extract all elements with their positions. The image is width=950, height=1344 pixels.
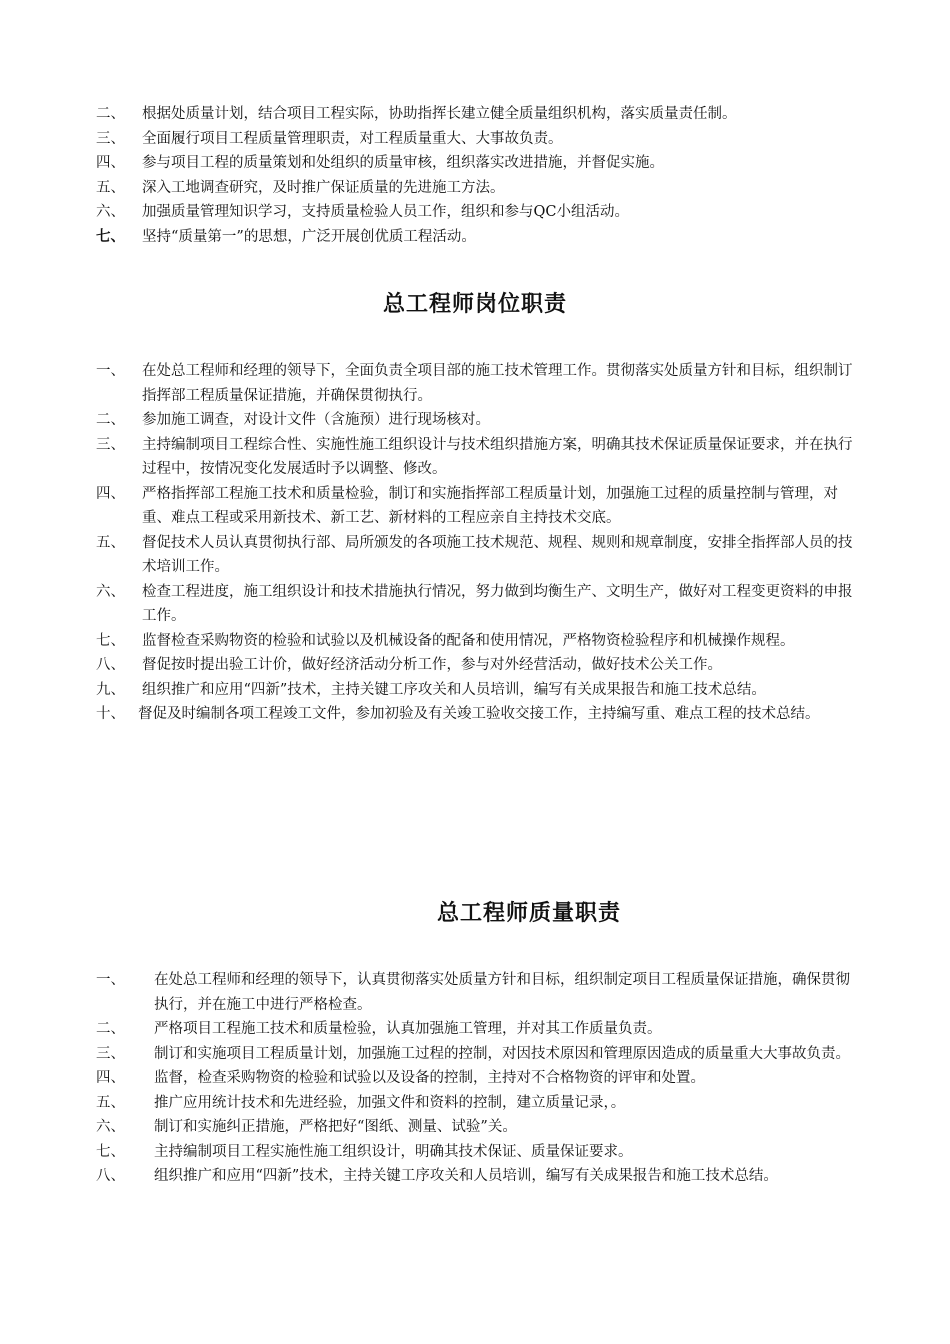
list-item bbox=[0, 433, 950, 482]
item-number: 七、 bbox=[96, 1143, 125, 1160]
item-number: 八、 bbox=[96, 657, 125, 673]
list-item bbox=[0, 225, 950, 250]
item-text: 坚持“质量第一”的思想，广泛开展创优质工程活动。 bbox=[142, 228, 476, 245]
item-number: 九、 bbox=[96, 681, 125, 698]
item-text: 参与项目工程的质量策划和处组织的质量审核，组织落实改进措施，并督促实施。 bbox=[142, 155, 664, 171]
item-number: 七、 bbox=[96, 632, 125, 649]
list-item bbox=[0, 482, 950, 531]
item-number: 二、 bbox=[96, 412, 125, 428]
item-number: 三、 bbox=[96, 1045, 125, 1062]
item-number: 五、 bbox=[96, 179, 125, 196]
responsibility-list-1 bbox=[0, 102, 950, 249]
item-text: 严格项目工程施工技术和质量检验，认真加强施工管理，并对其工作质量负责。 bbox=[154, 1021, 662, 1037]
item-text: 在处总工程师和经理的领导下，认真贯彻落实处质量方针和目标，组织制定项目工程质量保证措施，确保贯彻执行，并在施工中进行严格检查。 bbox=[154, 972, 850, 1013]
item-text: 组织推广和应用“四新”技术，主持关键工序攻关和人员培训，编写有关成果报告和施工技术总结。 bbox=[142, 681, 766, 698]
item-text: 深入工地调查研究，及时推广保证质量的先进施工方法。 bbox=[142, 179, 505, 196]
item-text: 严格指挥部工程施工技术和质量检验，制订和实施指挥部工程质量计划，加强施工过程的质量控制与管理，对重、难点工程或采用新技术、新工艺、新材料的工程应亲自主持技术交底。 bbox=[142, 485, 838, 526]
list-item bbox=[0, 531, 950, 580]
list-item bbox=[0, 200, 950, 225]
item-number: 三、 bbox=[96, 130, 125, 147]
list-item bbox=[0, 968, 950, 1017]
list-item bbox=[0, 580, 950, 629]
item-number: 八、 bbox=[96, 1168, 125, 1184]
list-item bbox=[0, 653, 950, 678]
list-item bbox=[0, 176, 950, 201]
item-number: 七、 bbox=[96, 227, 125, 245]
item-number: 四、 bbox=[96, 1070, 125, 1086]
item-text: 加强质量管理知识学习，支持质量检验人员工作，组织和参与QC小组活动。 bbox=[142, 204, 629, 220]
item-text: 监督检查采购物资的检验和试验以及机械设备的配备和使用情况，严格物资检验程序和机械操作规程。 bbox=[142, 632, 795, 649]
item-number: 六、 bbox=[96, 1119, 125, 1135]
item-number: 五、 bbox=[96, 534, 125, 551]
item-text: 督促技术人员认真贯彻执行部、局所颁发的各项施工技术规范、规程、规则和规章制度，安排全指挥部人员的技术培训工作。 bbox=[142, 534, 853, 575]
list-item bbox=[0, 1066, 950, 1091]
item-number: 二、 bbox=[96, 106, 125, 122]
list-item bbox=[0, 151, 950, 176]
list-item bbox=[0, 359, 950, 408]
responsibility-list-2 bbox=[0, 359, 950, 727]
item-number: 四、 bbox=[96, 485, 125, 502]
item-text: 全面履行项目工程质量管理职责，对工程质量重大、大事故负责。 bbox=[142, 130, 563, 147]
item-text: 制订和实施项目工程质量计划，加强施工过程的控制，对因技术原因和管理原因造成的质量重大大事故负责。 bbox=[154, 1045, 850, 1062]
item-text: 推广应用统计技术和先进经验，加强文件和资料的控制，建立质量记录，。 bbox=[154, 1094, 626, 1111]
list-item bbox=[0, 1042, 950, 1067]
item-text: 在处总工程师和经理的领导下，全面负责全项目部的施工技术管理工作。贯彻落实处质量方针和目标，组织制订指挥部工程质量保证措施，并确保贯彻执行。 bbox=[142, 363, 853, 404]
list-item bbox=[0, 408, 950, 433]
item-text: 根据处质量计划，结合项目工程实际，协助指挥长建立健全质量组织机构，落实质量责任制。 bbox=[142, 106, 737, 122]
item-number: 一、 bbox=[96, 972, 125, 988]
item-number: 六、 bbox=[96, 204, 125, 220]
item-text: 督促及时编制各项工程竣工文件，参加初验及有关竣工验收交接工作，主持编写重、难点工程的技术总结。 bbox=[138, 706, 820, 722]
item-number: 六、 bbox=[96, 583, 125, 600]
item-number: 三、 bbox=[96, 436, 125, 453]
list-item bbox=[0, 1115, 950, 1140]
item-text: 制订和实施纠正措施，严格把好“图纸、测量、试验”关。 bbox=[154, 1119, 517, 1135]
responsibility-list-3 bbox=[0, 968, 950, 1189]
item-text: 参加施工调查，对设计文件（含施预）进行现场核对。 bbox=[142, 412, 490, 428]
item-number: 五、 bbox=[96, 1094, 125, 1111]
item-text: 主持编制项目工程实施性施工组织设计，明确其技术保证、质量保证要求。 bbox=[154, 1143, 633, 1160]
list-item bbox=[0, 629, 950, 654]
item-text: 主持编制项目工程综合性、实施性施工组织设计与技术组织措施方案，明确其技术保证质量保证要求，并在执行过程中，按情况变化发展适时予以调整、修改。 bbox=[142, 436, 853, 477]
item-text: 督促按时提出验工计价，做好经济活动分析工作，参与对外经营活动，做好技术公关工作。 bbox=[142, 657, 722, 673]
section-title-quality-duties: 总工程师质量职责 bbox=[436, 901, 621, 926]
list-item bbox=[0, 678, 950, 703]
item-text: 监督，检查采购物资的检验和试验以及设备的控制，主持对不合格物资的评审和处置。 bbox=[154, 1070, 705, 1086]
list-item bbox=[0, 1140, 950, 1165]
list-item bbox=[0, 1017, 950, 1042]
list-item bbox=[0, 1091, 950, 1116]
list-item bbox=[0, 127, 950, 152]
item-number: 十、 bbox=[96, 706, 125, 722]
item-number: 二、 bbox=[96, 1021, 125, 1037]
section-title-position-duties: 总工程师岗位职责 bbox=[382, 292, 567, 317]
item-number: 一、 bbox=[96, 363, 125, 379]
item-text: 组织推广和应用“四新”技术，主持关键工序攻关和人员培训，编写有关成果报告和施工技术总结。 bbox=[154, 1168, 778, 1184]
list-item bbox=[0, 702, 950, 727]
item-number: 四、 bbox=[96, 155, 125, 171]
list-item bbox=[0, 1164, 950, 1189]
item-text: 检查工程进度，施工组织设计和技术措施执行情况，努力做到均衡生产、文明生产，做好对工程变更资料的申报工作。 bbox=[142, 583, 853, 624]
list-item bbox=[0, 102, 950, 127]
